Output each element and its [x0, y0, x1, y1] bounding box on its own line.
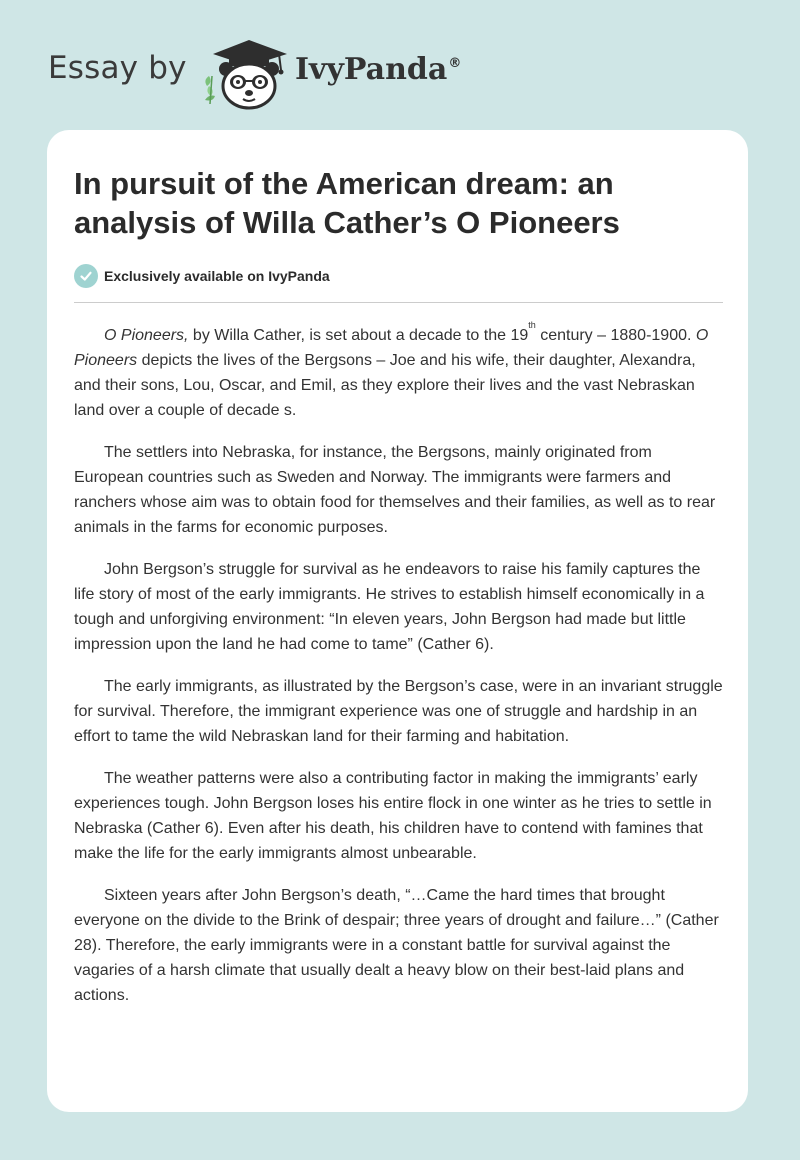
exclusive-badge — [74, 264, 330, 288]
checkmark-icon — [74, 264, 98, 288]
paragraph-5: The weather patterns were also a contributing factor in making the immigrants’ early experiences tough. John Bergson loses his entire flock in one winter as he tries to settle in Nebraska (Cather 6). Even after his death, his children have to contend with famines that make the life for the early immigrants almost unbearable. — [74, 770, 712, 862]
paragraph-3: John Bergson’s struggle for survival as he endeavors to raise his family captures the life story of most of the early immigrants. He strives to establish himself economically in a tough and unforgiving environment: “In eleven years, John Bergson had made but little impression upon the land he had come to tame” (Cather 6). — [74, 561, 705, 653]
essay-card — [47, 130, 748, 1112]
essay-title: In pursuit of the American dream: an analysis of Willa Cather’s O Pioneers — [74, 166, 620, 240]
ordinal-suffix: th — [528, 320, 536, 330]
registered-mark: ® — [448, 56, 462, 71]
paragraph-1 — [74, 320, 724, 423]
paragraph-1-text-b: century – 1880-1900. — [535, 327, 696, 344]
panda-logo-icon[interactable] — [201, 36, 293, 110]
work-title-2: O Pioneers — [74, 327, 709, 369]
brand-name[interactable] — [295, 52, 460, 87]
title-divider — [74, 302, 723, 303]
essay-body — [74, 320, 724, 1025]
paragraph-1-text-a: by Willa Cather, is set about a decade to the 19 — [188, 327, 529, 344]
paragraph-4: The early immigrants, as illustrated by the Bergson’s case, were in an invariant struggle for survival. Therefore, the immigrant experience was one of struggle and hardship in an effort to tame the wild Nebraskan land for their farming and habitation. — [74, 678, 723, 745]
exclusive-badge-text: Exclusively available on IvyPanda — [104, 268, 330, 284]
site-header — [0, 0, 800, 120]
work-title: O Pioneers, — [104, 327, 189, 344]
brand-text: IvyPanda — [295, 52, 448, 87]
paragraph-2: The settlers into Nebraska, for instance, the Bergsons, mainly originated from European countries such as Sweden and Norway. The immigrants were farmers and ranchers whose aim was to obtain food for themselves and their families, as well as to rear animals in the farms for economic purposes. — [74, 444, 716, 536]
paragraph-6: Sixteen years after John Bergson’s death, “…Came the hard times that brought everyone on the divide to the Brink of despair; three years of drought and failure…” (Cather 28). Therefore, the early immigrants were in a constant battle for survival against the vagaries of a harsh climate that usually dealt a heavy blow on their best-laid plans and actions. — [74, 887, 719, 1004]
paragraph-1-text-c: depicts the lives of the Bergsons – Joe and his wife, their daughter, Alexandra, and their sons, Lou, Oscar, and Emil, as they explore their lives and the vast Nebraskan land over a couple of decade s. — [74, 352, 696, 419]
essay-by-label: Essay by — [48, 50, 187, 86]
